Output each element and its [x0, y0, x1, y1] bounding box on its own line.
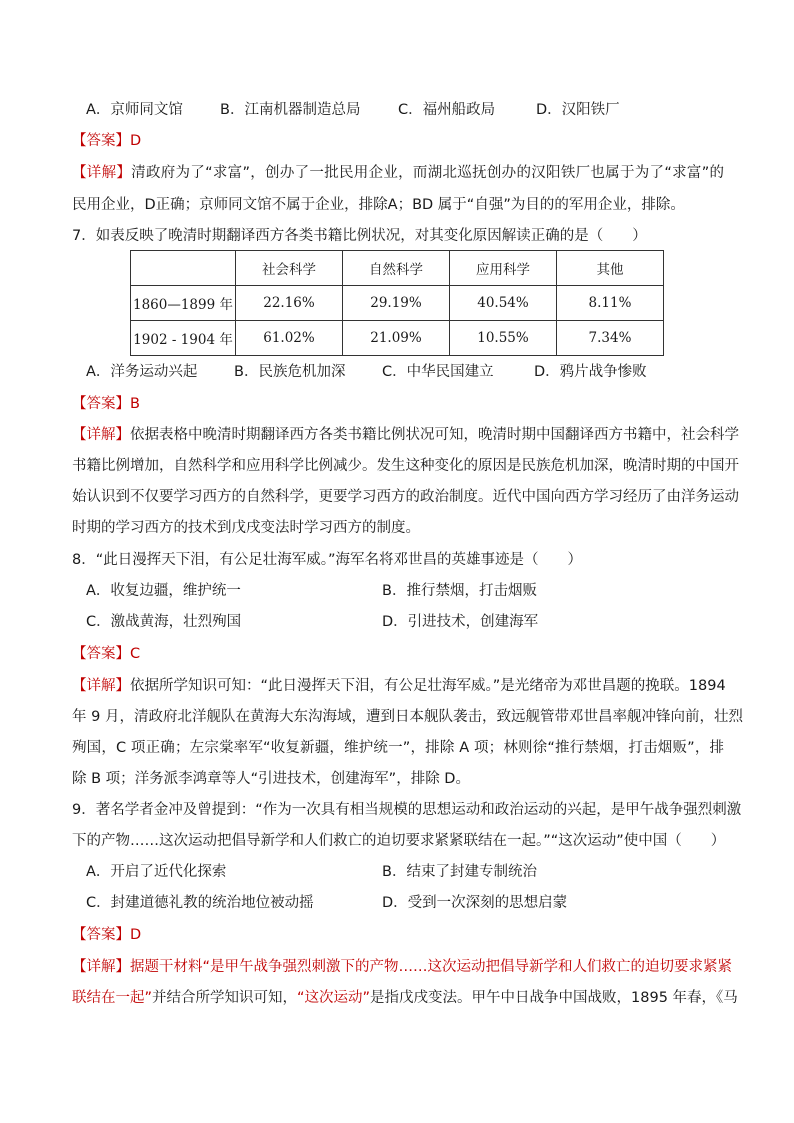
- detail-text: 依据表格中晚清时期翻译西方各类书籍比例状况可知，晚清时期中国翻译西方书籍中，社会科学: [130, 427, 739, 443]
- q9-answer: [72, 925, 724, 945]
- q9-option-a: A．开启了近代化探索: [86, 864, 227, 880]
- q8-stem: 8．“此日漫挥天下泪，有公足壮海军威。”海军名将邓世昌的英雄事迹是（ ）: [72, 552, 582, 568]
- q8-detail-line-4: 除 B 项；洋务派李鸿章等人“引进技术，创建海军”，排除 D。: [72, 771, 470, 787]
- detail-text: 据题干材料“是甲午战争强烈刺激下的产物……这次运动把倡导新学和人们救亡的迫切要求紧紧: [130, 959, 733, 975]
- q7-detail-line-2: 书籍比例增加，自然科学和应用科学比例减少。发生这种变化的原因是民族危机加深，晚清时期的中国开: [72, 458, 739, 474]
- q9-option-d: D．受到一次深刻的思想启蒙: [382, 895, 568, 911]
- detail-label: 【详解】: [72, 165, 132, 181]
- q7-detail-line-4: 时期的学习西方的技术到戊戌变法时学习西方的制度。: [72, 520, 420, 536]
- q9-detail-line-2: [72, 988, 738, 1008]
- q8-option-a: A．收复边疆，维护统一: [86, 583, 241, 599]
- q6-option-d: D．汉阳铁厂: [536, 102, 620, 118]
- table-header-row: [131, 251, 664, 286]
- answer-label: 【答案】: [72, 133, 130, 149]
- answer-value: D: [130, 927, 142, 943]
- answer-label: 【答案】: [72, 927, 130, 943]
- q9-option-b: B．结束了封建专制统治: [382, 864, 537, 880]
- answer-label: 【答案】: [72, 646, 130, 662]
- q7-option-c: C．中华民国建立: [382, 364, 494, 380]
- detail-quote-end: 联结在一起”: [72, 990, 153, 1006]
- q7-table: [130, 250, 664, 356]
- q8-detail-line-3: 殉国，C 项正确；左宗棠率军“收复新疆，维护统一”，排除 A 项；林则徐“推行禁烟，打击烟贩”，排: [72, 740, 724, 756]
- table-header-cell: [131, 251, 236, 286]
- table-cell: 10.55%: [450, 321, 557, 356]
- q7-detail-line-1: [72, 425, 739, 445]
- q6-detail-line-1: [72, 163, 724, 183]
- table-row: [131, 321, 664, 356]
- table-cell: 40.54%: [450, 286, 557, 321]
- q7-option-a: A．洋务运动兴起: [86, 364, 198, 380]
- q7-option-d: D．鸦片战争惨败: [534, 364, 647, 380]
- q8-option-d: D．引进技术，创建海军: [382, 614, 539, 630]
- q7-answer: [72, 394, 724, 414]
- q6-option-c: C．福州船政局: [398, 102, 496, 118]
- table-cell: 29.19%: [343, 286, 450, 321]
- table-cell: 61.02%: [236, 321, 343, 356]
- answer-value: B: [130, 396, 140, 412]
- table-cell: 8.11%: [557, 286, 664, 321]
- q9-detail-line-1: [72, 957, 733, 977]
- table-header-cell: 社会科学: [236, 251, 343, 286]
- detail-text: 清政府为了“求富”，创办了一批民用企业，而湖北巡抚创办的汉阳铁厂也属于为了“求富”的: [131, 165, 725, 181]
- detail-text: 依据所学知识可知：“此日漫挥天下泪，有公足壮海军威。”是光绪帝为邓世昌题的挽联。1894: [130, 678, 726, 694]
- detail-text: 并结合所学知识可知，: [152, 990, 298, 1006]
- q6-answer: [72, 131, 724, 151]
- table-cell: 1902 - 1904 年: [131, 321, 236, 356]
- q8-answer: [72, 644, 724, 664]
- q6-option-a: A．京师同文馆: [86, 102, 183, 118]
- q6-detail-line-2: 民用企业，D正确；京师同文馆不属于企业，排除A；BD 属于“自强”为目的的军用企业，排除。: [72, 197, 685, 213]
- q7-option-b: B．民族危机加深: [234, 364, 346, 380]
- table-header-cell: 应用科学: [450, 251, 557, 286]
- table-row: [131, 286, 664, 321]
- table-cell: 21.09%: [343, 321, 450, 356]
- detail-quote: “这次运动”: [297, 990, 371, 1006]
- answer-value: D: [130, 133, 142, 149]
- table-cell: 22.16%: [236, 286, 343, 321]
- q6-option-b: B．江南机器制造总局: [220, 102, 361, 118]
- table-header-cell: 其他: [557, 251, 664, 286]
- detail-label: 【详解】: [72, 678, 130, 694]
- table-header-cell: 自然科学: [343, 251, 450, 286]
- table-cell: 1860—1899 年: [131, 286, 236, 321]
- q7-detail-line-3: 始认识到不仅要学习西方的自然科学，更要学习西方的政治制度。近代中国向西方学习经历了由洋务运动: [72, 489, 739, 505]
- detail-label: 【详解】: [72, 427, 130, 443]
- q8-detail-line-2: 年 9 月，清政府北洋舰队在黄海大东沟海域，遭到日本舰队袭击，致远舰管带邓世昌率舰冲锋向前，壮烈: [72, 709, 743, 725]
- q9-stem-line-1: 9．著名学者金冲及曾提到：“作为一次具有相当规模的思想运动和政治运动的兴起，是甲午战争强烈刺激: [72, 802, 742, 818]
- table-cell: 7.34%: [557, 321, 664, 356]
- q9-stem-line-2: 下的产物……这次运动把倡导新学和人们救亡的迫切要求紧紧联结在一起。”“这次运动”使中国（ ）: [72, 833, 726, 849]
- q7-stem: 7．如表反映了晚清时期翻译西方各类书籍比例状况，对其变化原因解读正确的是（ ）: [72, 228, 647, 244]
- detail-text: 是指戊戌变法。甲午中日战争中国战败，1895 年春，《马: [370, 990, 738, 1006]
- q8-option-b: B．推行禁烟，打击烟贩: [382, 583, 537, 599]
- q9-option-c: C．封建道德礼教的统治地位被动摇: [86, 895, 314, 911]
- detail-label: 【详解】: [72, 959, 130, 975]
- q8-option-c: C．激战黄海，壮烈殉国: [86, 614, 242, 630]
- q8-detail-line-1: [72, 676, 724, 696]
- answer-label: 【答案】: [72, 396, 130, 412]
- answer-value: C: [130, 646, 141, 662]
